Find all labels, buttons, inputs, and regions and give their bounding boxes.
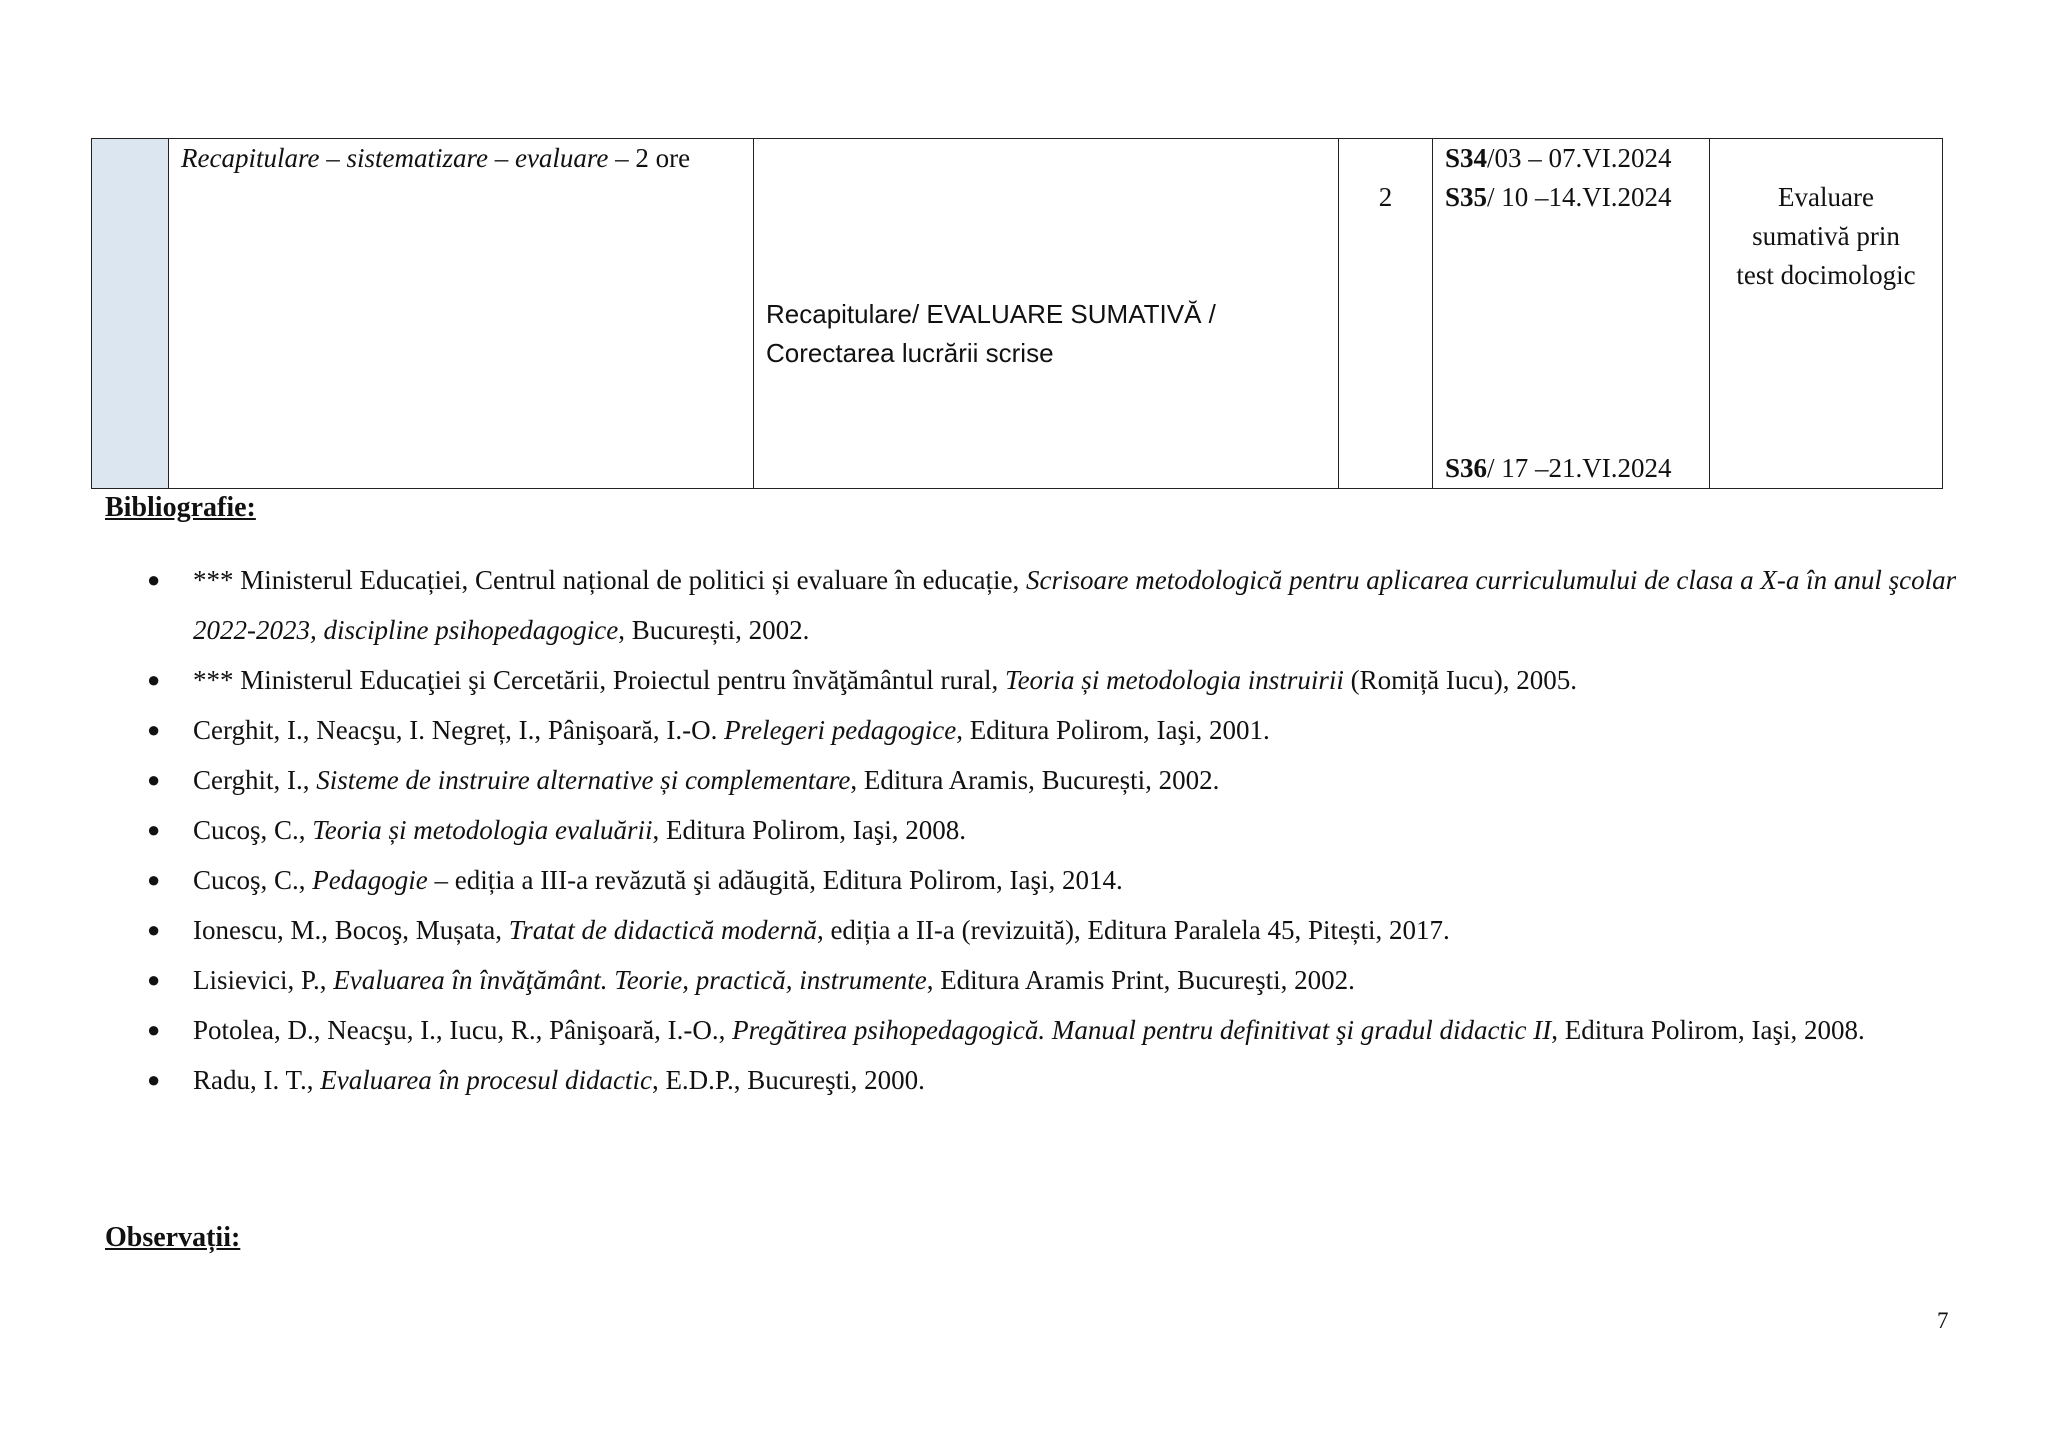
bullet-icon: ● (147, 917, 161, 942)
content-cell (754, 139, 1339, 489)
bullet-icon: ● (147, 817, 161, 842)
list-item: ● Cucoş, C., Teoria și metodologia evaluării, Editura Polirom, Iaşi, 2008. (0, 805, 1963, 855)
bullet-icon: ● (147, 867, 161, 892)
observations-heading: Observații: (105, 1222, 241, 1253)
bullet-icon: ● (147, 967, 161, 992)
content-line: Recapitulare/ EVALUARE SUMATIVĂ / (766, 299, 1216, 329)
content-line: Corectarea lucrării scrise (766, 338, 1054, 368)
week-entry: S34/03 – 07.VI.2024 (1445, 143, 1672, 173)
planning-table (91, 138, 1943, 489)
bibliography-heading: Bibliografie: (105, 492, 256, 523)
bullet-icon: ● (147, 1067, 161, 1092)
content-text (766, 295, 1216, 373)
week-entry: S36/ 17 –21.VI.2024 (1445, 453, 1672, 483)
list-item: ● *** Ministerul Educaţiei şi Cercetării, Proiectul pentru învăţământul rural, Teoria și metodologia instruirii (Romiță Iucu), 2005. (0, 655, 1963, 705)
week-cell (1433, 139, 1710, 489)
list-item: ● Cerghit, I., Neacşu, I. Negreț, I., Pânişoară, I.-O. Prelegeri pedagogice, Editura Polirom, Iaşi, 2001. (0, 705, 1963, 755)
learning-unit-text: Recapitulare – sistematizare – evaluare – 2 ore (181, 143, 691, 173)
bullet-icon: ● (147, 767, 161, 792)
list-item: ● *** Ministerul Educației, Centrul național de politici și evaluare în educație, Scrisoare metodologică pentru aplicarea curriculumului de clasa a X-a în anul şcolar 2022-2023, discipline psihopedagogice, București, 2002. (0, 555, 1963, 655)
list-item: ● Lisievici, P., Evaluarea în învăţământ. Teorie, practică, instrumente, Editura Aramis Print, Bucureşti, 2002. (0, 955, 1963, 1005)
bullet-icon: ● (147, 717, 161, 742)
bullet-icon: ● (147, 1017, 161, 1042)
page-number: 7 (1937, 1308, 1949, 1333)
observation-cell (1710, 139, 1943, 489)
hours-value: 2 (1378, 182, 1393, 212)
hours-cell (1339, 139, 1433, 489)
bullet-icon: ● (147, 667, 161, 692)
list-item: ● Cucoş, C., Pedagogie – ediția a III-a revăzută şi adăugită, Editura Polirom, Iaşi, 2014. (0, 855, 1963, 905)
bullet-icon: ● (147, 567, 161, 592)
list-item: ● Ionescu, M., Bocoş, Mușata, Tratat de didactică modernă, ediția a II-a (revizuită), Editura Paralela 45, Pitești, 2017. (0, 905, 1963, 955)
learning-unit-cell (169, 139, 754, 489)
bibliography-list (0, 555, 1963, 1105)
shaded-strip-cell (92, 139, 169, 489)
observation-text: Evaluare sumativă prin test docimologic (1736, 182, 1916, 290)
list-item: ● Radu, I. T., Evaluarea în procesul didactic, E.D.P., Bucureşti, 2000. (0, 1055, 1963, 1105)
table-row (92, 139, 1943, 489)
list-item: ● Potolea, D., Neacşu, I., Iucu, R., Pânişoară, I.-O., Pregătirea psihopedagogică. Manual pentru definitivat şi gradul didactic II, Editura Polirom, Iaşi, 2008. (0, 1005, 1963, 1055)
week-entry: S35/ 10 –14.VI.2024 (1445, 182, 1672, 212)
list-item: ● Cerghit, I., Sisteme de instruire alternative și complementare, Editura Aramis, București, 2002. (0, 755, 1963, 805)
